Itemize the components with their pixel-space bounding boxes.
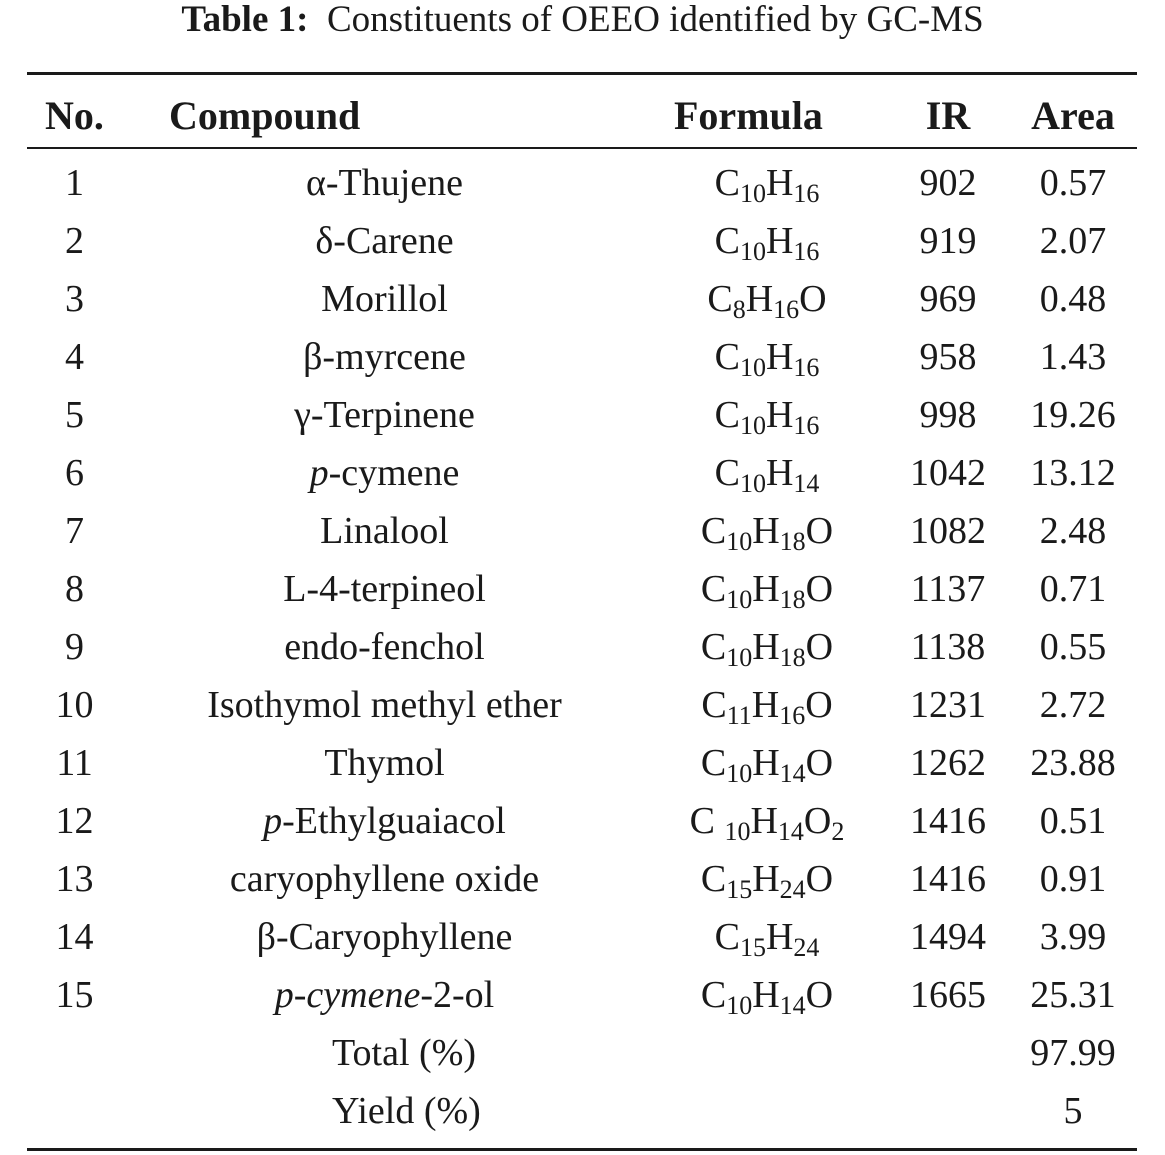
formula-subscript: 24 [779, 875, 806, 904]
formula-segment: C [707, 278, 733, 320]
retention-index: 1042 [910, 452, 986, 494]
formula-segment: H [750, 800, 778, 842]
table-row [27, 212, 1137, 270]
formula-subscript: 24 [793, 933, 820, 962]
retention-index: 1231 [910, 684, 986, 726]
formula-subscript: 8 [732, 295, 746, 324]
formula-subscript: 10 [739, 469, 766, 498]
formula-subscript: 18 [779, 643, 806, 672]
formula-subscript: 10 [739, 411, 766, 440]
compound-name [122, 444, 647, 502]
formula-subscript: 15 [726, 875, 753, 904]
formula-segment: C [714, 916, 740, 958]
formula-segment: H [765, 220, 794, 262]
peak-area: 19.26 [1030, 394, 1116, 436]
formula-segment: C [700, 568, 727, 610]
molecular-formula [647, 618, 887, 676]
table-row [27, 444, 1137, 502]
formula-subscript: 10 [739, 353, 766, 382]
compound-segment: δ-Carene [315, 220, 454, 262]
molecular-formula [647, 154, 887, 212]
formula-subscript: 16 [793, 411, 820, 440]
header-no: No. [45, 92, 104, 138]
table-row [27, 850, 1137, 908]
summary-row [27, 1024, 1137, 1082]
molecular-formula [647, 850, 887, 908]
formula-subscript: 16 [793, 179, 820, 208]
peak-area: 23.88 [1030, 742, 1116, 784]
compound-segment: β-myrcene [303, 336, 466, 378]
table-row [27, 618, 1137, 676]
formula-segment: H [752, 510, 780, 552]
formula-subscript: 18 [779, 585, 806, 614]
formula-segment: O [805, 742, 834, 784]
formula-subscript: 10 [724, 817, 751, 846]
formula-subscript: 15 [739, 933, 766, 962]
formula-segment: H [752, 974, 780, 1016]
compound-segment: Isothymol methyl ether [207, 684, 562, 726]
row-number: 3 [65, 278, 84, 320]
table-row [27, 270, 1137, 328]
formula-segment: C [714, 336, 740, 378]
header-formula: Formula [674, 92, 823, 138]
table-row [27, 966, 1137, 1024]
compound-name [122, 734, 647, 792]
retention-index: 1137 [910, 568, 986, 610]
compound-name [122, 792, 647, 850]
spacer-cell [27, 147, 1137, 154]
row-number: 7 [65, 510, 84, 552]
formula-subscript: 10 [726, 527, 753, 556]
formula-segment: H [765, 452, 794, 494]
formula-segment: H [751, 684, 780, 726]
header-row [27, 83, 1137, 147]
retention-index: 1416 [910, 858, 986, 900]
table-row [27, 560, 1137, 618]
formula-segment: C [700, 742, 727, 784]
formula-subscript: 10 [726, 585, 753, 614]
formula-segment: H [765, 916, 794, 958]
molecular-formula [647, 966, 887, 1024]
row-number: 5 [65, 394, 84, 436]
row-number: 10 [55, 684, 94, 726]
formula-subscript: 10 [726, 643, 753, 672]
row-number: 1 [65, 162, 84, 204]
formula-segment: C [714, 162, 740, 204]
formula-segment: O [805, 510, 834, 552]
row-number: 8 [65, 568, 84, 610]
formula-segment: O [805, 684, 833, 726]
peak-area: 0.55 [1039, 626, 1107, 668]
compound-segment: α-Thujene [305, 162, 464, 204]
table-row [27, 386, 1137, 444]
compound-segment: β-Caryophyllene [256, 916, 513, 958]
table-row [27, 154, 1137, 212]
formula-subscript: 14 [777, 817, 804, 846]
compound-name [122, 966, 647, 1024]
formula-segment: O [805, 626, 834, 668]
peak-area: 2.48 [1039, 510, 1107, 552]
formula-subscript: 14 [779, 991, 806, 1020]
molecular-formula [647, 502, 887, 560]
formula-subscript: 16 [773, 295, 800, 324]
molecular-formula [647, 270, 887, 328]
retention-index: 969 [919, 278, 977, 320]
retention-index: 1665 [910, 974, 986, 1016]
compound-name [122, 618, 647, 676]
formula-segment: C [700, 626, 727, 668]
molecular-formula [647, 734, 887, 792]
compound-name [122, 386, 647, 444]
molecular-formula [647, 444, 887, 502]
retention-index: 958 [919, 336, 977, 378]
peak-area: 2.72 [1039, 684, 1107, 726]
compound-segment: Thymol [324, 742, 445, 784]
compound-name [122, 676, 647, 734]
compound-segment: γ-Terpinene [294, 394, 475, 436]
compound-segment: -cymene [328, 452, 460, 494]
formula-segment: H [752, 742, 780, 784]
header-spacer [27, 147, 1137, 154]
compound-italic-segment: p [263, 800, 283, 842]
table-row [27, 676, 1137, 734]
molecular-formula [647, 792, 887, 850]
header-ir: IR [925, 92, 971, 138]
peak-area: 0.57 [1039, 162, 1107, 204]
peak-area: 13.12 [1030, 452, 1116, 494]
formula-segment: H [765, 394, 794, 436]
retention-index: 1494 [910, 916, 986, 958]
row-number: 4 [65, 336, 84, 378]
compound-name [122, 154, 647, 212]
caption-label: Table 1: [181, 0, 309, 40]
compound-segment: -2-ol [420, 974, 495, 1016]
compound-name [122, 502, 647, 560]
peak-area: 0.91 [1039, 858, 1107, 900]
table-row [27, 328, 1137, 386]
compound-italic-segment: p [309, 452, 329, 494]
summary-value: 5 [1063, 1090, 1083, 1132]
header-compound: Compound [169, 92, 361, 138]
compound-name [122, 850, 647, 908]
compound-segment: -Ethylguaiacol [282, 800, 506, 842]
formula-subscript: 14 [779, 759, 806, 788]
table-row [27, 792, 1137, 850]
summary-row [27, 1082, 1137, 1140]
row-number: 9 [65, 626, 84, 668]
retention-index: 919 [919, 220, 977, 262]
peak-area: 0.48 [1039, 278, 1107, 320]
row-number: 15 [55, 974, 94, 1016]
compound-name [122, 908, 647, 966]
formula-segment: H [745, 278, 774, 320]
summary-blank [27, 1024, 122, 1082]
formula-segment: O [805, 858, 834, 900]
compound-name [122, 328, 647, 386]
molecular-formula [647, 386, 887, 444]
peak-area: 25.31 [1030, 974, 1116, 1016]
formula-subscript: 10 [726, 991, 753, 1020]
formula-segment: C [700, 510, 727, 552]
formula-subscript: 11 [726, 701, 752, 730]
retention-index: 1416 [910, 800, 986, 842]
formula-segment: H [752, 858, 780, 900]
table-row [27, 908, 1137, 966]
formula-subscript: 18 [779, 527, 806, 556]
formula-subscript: 16 [793, 353, 820, 382]
table-body [27, 147, 1137, 1140]
molecular-formula [647, 560, 887, 618]
table-row [27, 502, 1137, 560]
formula-segment: C [700, 858, 727, 900]
retention-index: 902 [919, 162, 977, 204]
peak-area: 1.43 [1039, 336, 1107, 378]
formula-segment: C [714, 220, 740, 262]
formula-segment: C [701, 684, 727, 726]
retention-index: 1138 [910, 626, 986, 668]
table-caption [0, 0, 1165, 40]
summary-value: 97.99 [1030, 1032, 1116, 1074]
formula-subscript: 10 [739, 179, 766, 208]
retention-index: 1082 [910, 510, 986, 552]
constituents-table [27, 83, 1137, 1140]
retention-index: 1262 [910, 742, 986, 784]
summary-label: Yield (%) [332, 1090, 481, 1132]
row-number: 6 [65, 452, 84, 494]
formula-subscript: 10 [739, 237, 766, 266]
formula-segment: O [799, 278, 827, 320]
formula-segment: O [805, 974, 834, 1016]
summary-blank [27, 1082, 122, 1140]
formula-segment: C [714, 452, 740, 494]
formula-segment: C [689, 800, 725, 842]
formula-segment: O [805, 568, 834, 610]
compound-name [122, 270, 647, 328]
formula-subscript: 16 [779, 701, 806, 730]
summary-label: Total (%) [332, 1032, 477, 1074]
formula-segment: H [752, 568, 780, 610]
formula-segment: C [714, 394, 740, 436]
compound-segment: Morillol [321, 278, 448, 320]
compound-name [122, 560, 647, 618]
formula-subscript: 10 [726, 759, 753, 788]
row-number: 2 [65, 220, 84, 262]
formula-segment: H [765, 162, 794, 204]
compound-segment: Linalool [320, 510, 449, 552]
table-row [27, 734, 1137, 792]
formula-segment: H [765, 336, 794, 378]
formula-segment: C [700, 974, 727, 1016]
header-area: Area [1031, 92, 1115, 138]
compound-segment: L-4-terpineol [283, 568, 486, 610]
molecular-formula [647, 212, 887, 270]
retention-index: 998 [919, 394, 977, 436]
row-number: 13 [55, 858, 94, 900]
peak-area: 2.07 [1039, 220, 1107, 262]
formula-subscript: 2 [831, 817, 845, 846]
formula-subscript: 14 [793, 469, 820, 498]
peak-area: 0.51 [1039, 800, 1107, 842]
row-number: 12 [55, 800, 94, 842]
compound-segment: caryophyllene oxide [229, 858, 540, 900]
formula-subscript: 16 [793, 237, 820, 266]
formula-segment: O [803, 800, 832, 842]
molecular-formula [647, 908, 887, 966]
top-rule [27, 72, 1137, 75]
peak-area: 0.71 [1039, 568, 1107, 610]
molecular-formula [647, 328, 887, 386]
row-number: 14 [55, 916, 94, 958]
compound-segment: endo-fenchol [284, 626, 485, 668]
compound-name [122, 212, 647, 270]
molecular-formula [647, 676, 887, 734]
peak-area: 3.99 [1039, 916, 1107, 958]
row-number: 11 [56, 742, 93, 784]
compound-italic-segment: p-cymene [274, 974, 421, 1016]
caption-text: Constituents of OEEO identified by GC-MS [326, 0, 984, 40]
bottom-rule [27, 1148, 1137, 1151]
formula-segment: H [752, 626, 780, 668]
